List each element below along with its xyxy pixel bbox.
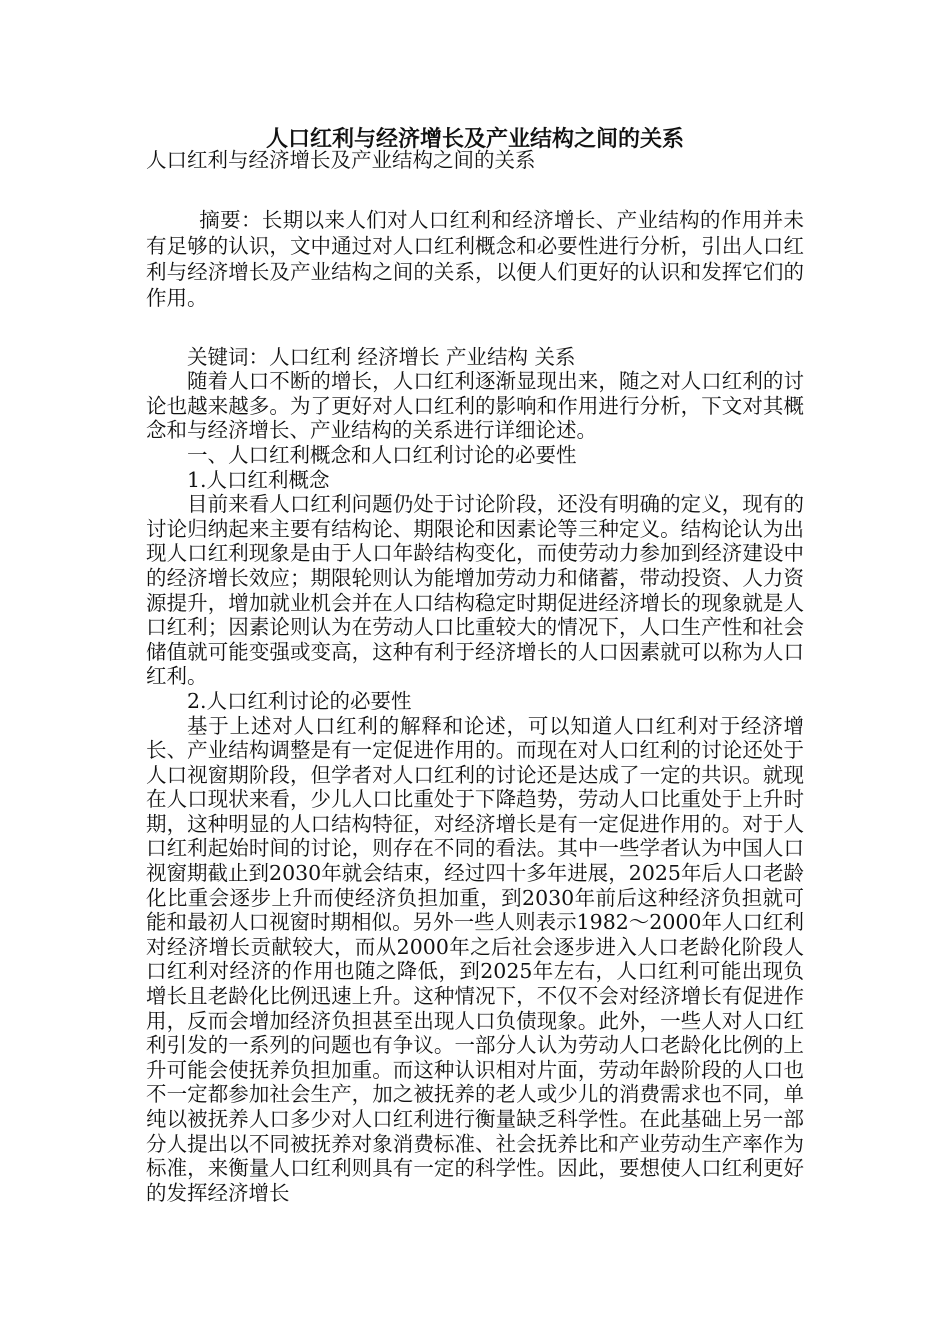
keywords-line: 关键词：人口红利 经济增长 产业结构 关系 [187, 344, 576, 369]
abstract-paragraph: 摘要：长期以来人们对人口红利和经济增长、产业结构的作用并未有足够的认识，文中通过对人口红利概念和必要性进行分析，引出人口红利与经济增长及产业结构之间的关系，以便人们更好的认识和发挥它们的作用。 [146, 207, 804, 310]
document-body [146, 148, 804, 1205]
spacer [146, 173, 804, 207]
document-subtitle: 人口红利与经济增长及产业结构之间的关系 [146, 148, 536, 172]
subsection-heading-1: 1.人口红利概念 [187, 467, 330, 492]
intro-paragraph: 随着人口不断的增长，人口红利逐渐显现出来，随之对人口红利的讨论也越来越多。为了更好对人口红利的影响和作用进行分析，下文对其概念和与经济增长、产业结构的关系进行详细论述。 [146, 369, 804, 443]
subsection-2-paragraph: 基于上述对人口红利的解释和论述，可以知道人口红利对于经济增长、产业结构调整是有一定促进作用的。而现在对人口红利的讨论还处于人口视窗期阶段，但学者对人口红利的讨论还是达成了一定的共识。就现在人口现状来看，少儿人口比重处于下降趋势，劳动人口比重处于上升时期，这种明显的人口结构特征，对经济增长是有一定促进作用的。对于人口红利起始时间的讨论，则存在不同的看法。其中一些学者认为中国人口视窗期截止到2030年就会结束，经过四十多年进展，2025年后人口老龄化比重会逐步上升而使经济负担加重，到2030年前后这种经济负担就可能和最初人口视窗时期相似。另外一些人则表示1982～2000年人口红利对经济增长贡献较大，而从2000年之后社会逐步进入人口老龄化阶段人口红利对经济的作用也随之降低，到2025年左右，人口红利可能出现负增长且老龄化比例迅速上升。这种情况下，不仅不会对经济增长有促进作用，反而会增加经济负担甚至出现人口负债现象。此外，一些人对人口红利引发的一系列的问题也有争议。一部分人认为劳动人口老龄化比例的上升可能会使抚养负担加重。而这种认识相对片面，劳动年龄阶段的人口也不一定都参加社会生产，加之被抚养的老人或少儿的消费需求也不同，单纯以被抚养人口多少对人口红利进行衡量缺乏科学性。在此基础上另一部分人提出以不同被抚养对象消费标准、社会抚养比和产业劳动生产率作为标准，来衡量人口红利则具有一定的科学性。因此，要想使人口红利更好的发挥经济增长 [146, 713, 804, 1205]
section-heading-1: 一、人口红利概念和人口红利讨论的必要性 [187, 442, 577, 467]
spacer [146, 311, 804, 345]
subsection-1-paragraph: 目前来看人口红利问题仍处于讨论阶段，还没有明确的定义，现有的讨论归纳起来主要有结构论、期限论和因素论等三种定义。结构论认为出现人口红利现象是由于人口年龄结构变化，而使劳动力参加到经济建设中的经济增长效应；期限轮则认为能增加劳动力和储蓄，带动投资、人力资源提升，增加就业机会并在人口结构稳定时期促进经济增长的现象就是人口红利；因素论则认为在劳动人口比重较大的情况下，人口生产性和社会储值就可能变强或变高，这种有利于经济增长的人口因素就可以称为人口红利。 [146, 492, 804, 689]
subsection-heading-2: 2.人口红利讨论的必要性 [187, 688, 412, 713]
document-title: 人口红利与经济增长及产业结构之间的关系 [265, 126, 684, 152]
